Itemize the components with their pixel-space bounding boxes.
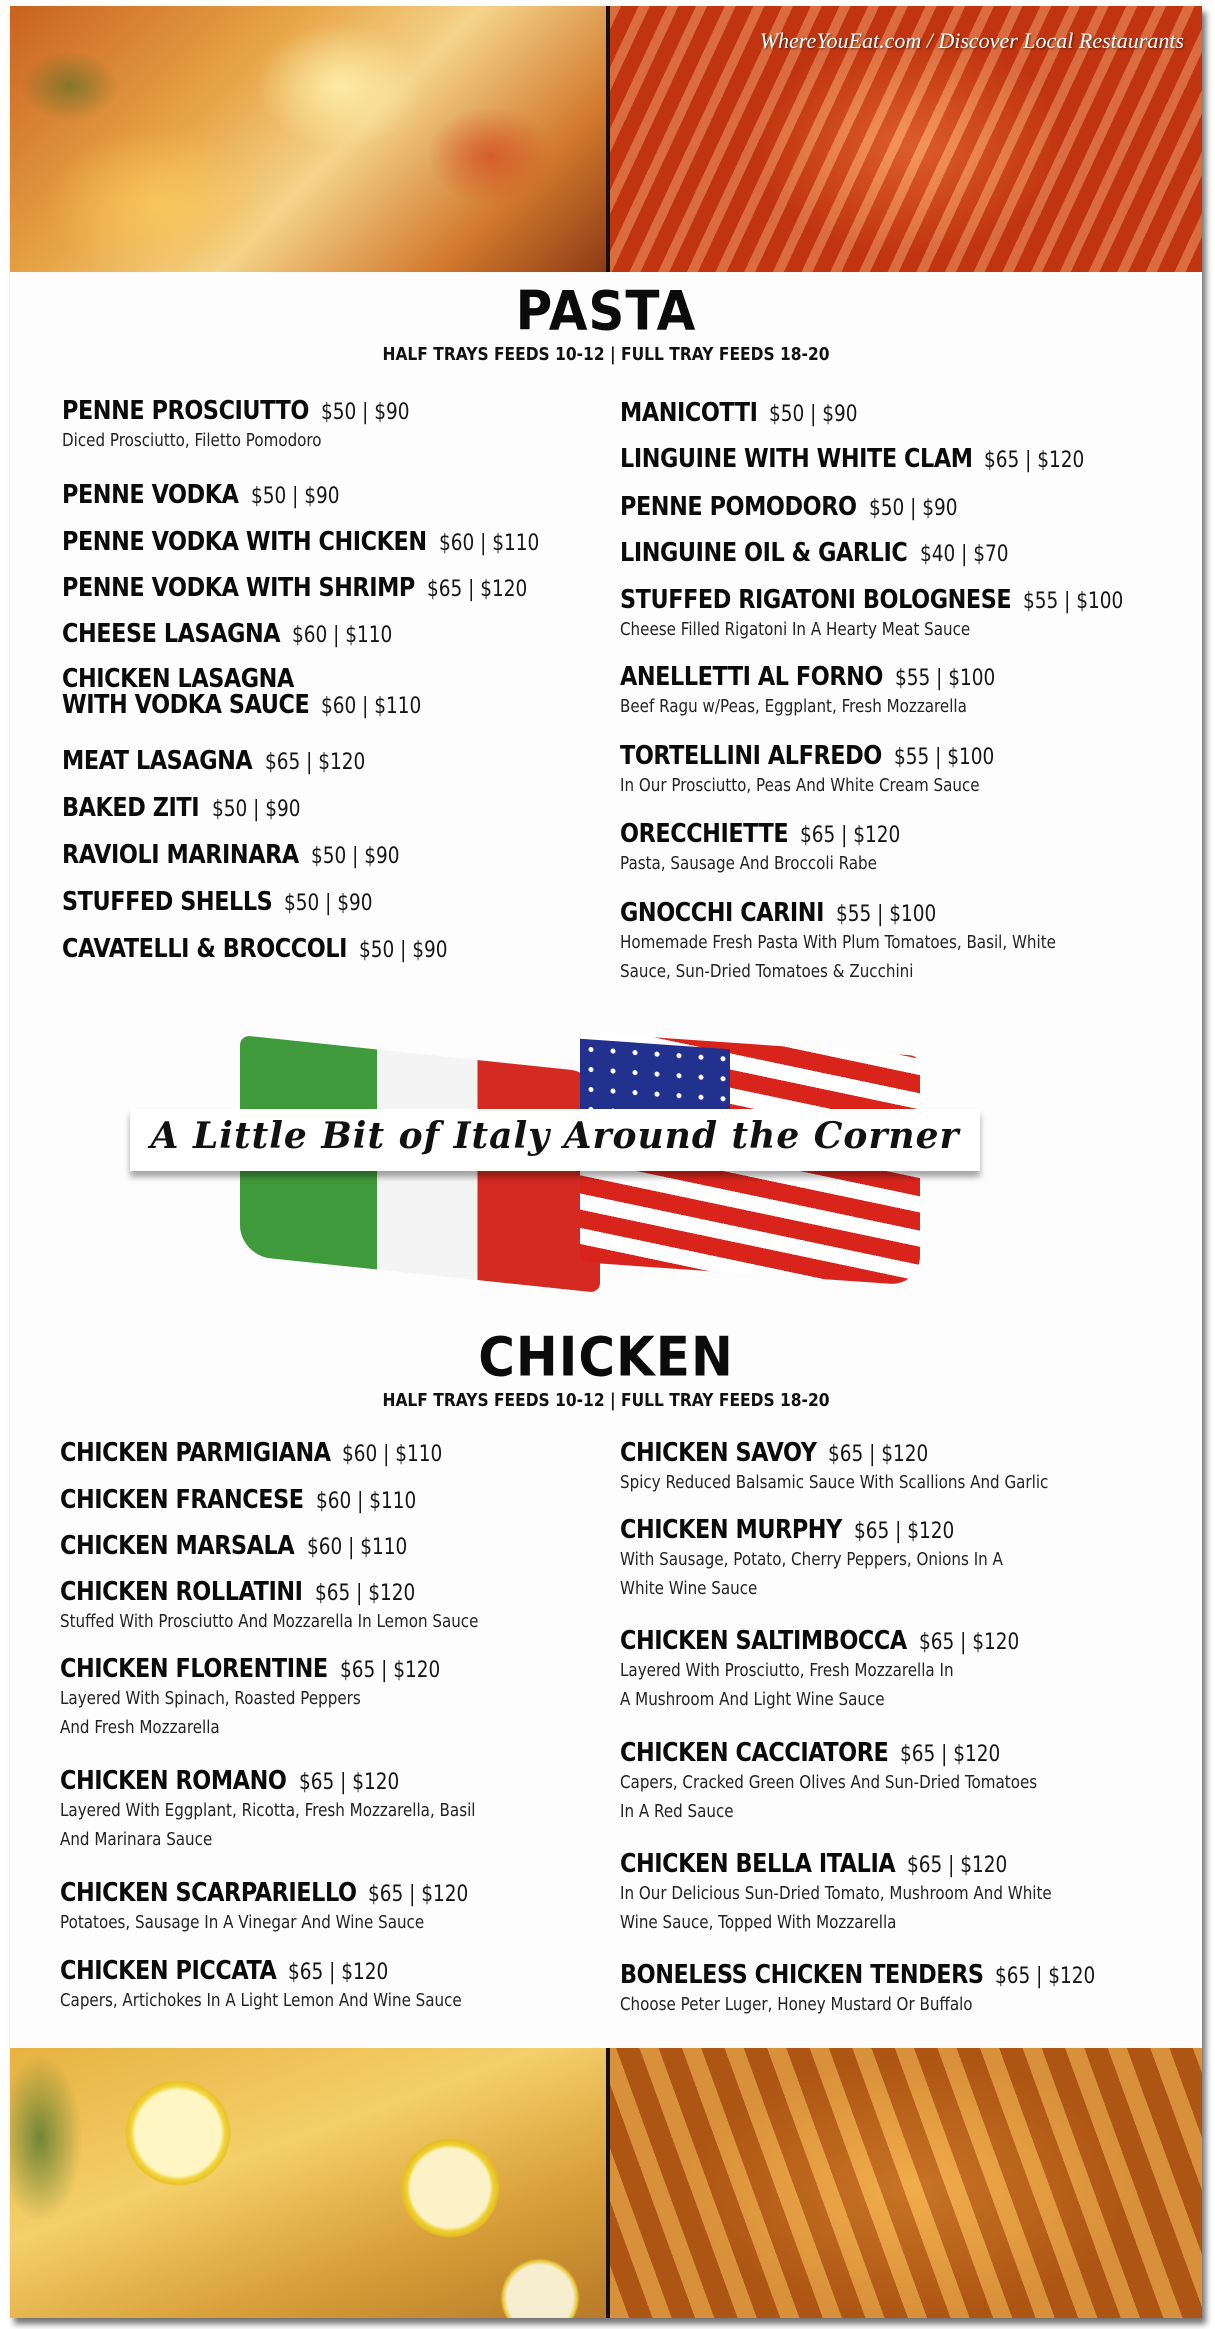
menu-item: [60, 1878, 494, 1937]
menu-item: [62, 793, 317, 823]
item-name: TORTELLINI ALFREDO: [620, 741, 882, 771]
menu-item: [620, 1626, 1039, 1714]
item-price: $50 | $90: [769, 402, 858, 427]
menu-item: [60, 1654, 459, 1742]
item-price: $65 | $120: [828, 1442, 929, 1467]
menu-item: [60, 1766, 555, 1854]
item-price: $50 | $90: [359, 938, 449, 963]
item-name: PENNE VODKA WITH CHICKEN: [62, 527, 427, 557]
item-name: CHICKEN FLORENTINE: [60, 1654, 328, 1684]
item-name: GNOCCHI CARINI: [620, 898, 824, 928]
menu-item: [620, 585, 1143, 644]
item-name: PENNE VODKA WITH SHRIMP: [62, 573, 415, 603]
item-name: CHICKEN FRANCESE: [60, 1485, 304, 1515]
menu-item: [620, 398, 875, 428]
item-description: And Fresh Mozzarella: [60, 1717, 220, 1738]
item-description: Spicy Reduced Balsamic Sauce With Scallions And Garlic: [620, 1472, 1049, 1493]
item-price: $60 | $110: [306, 1535, 407, 1560]
penne-vodka-photo: [610, 6, 1202, 272]
menu-item: [62, 664, 440, 720]
item-price: $65 | $120: [427, 577, 528, 602]
item-name: BONELESS CHICKEN TENDERS: [620, 1960, 984, 1990]
item-price: $50 | $90: [250, 484, 340, 509]
menu-item: [62, 840, 416, 870]
item-price: $50 | $90: [868, 496, 958, 521]
item-price: $65 | $120: [340, 1658, 441, 1683]
menu-item: [62, 527, 558, 557]
item-price: $65 | $120: [799, 823, 901, 848]
item-price: $50 | $90: [321, 400, 410, 425]
menu-item: [62, 480, 356, 510]
menu-item: [620, 538, 1025, 568]
item-description: Beef Ragu w/Peas, Eggplant, Fresh Mozzarella: [620, 696, 967, 717]
item-price: $50 | $90: [211, 797, 301, 822]
pasta-title: PASTA: [515, 279, 697, 343]
item-name: CHICKEN MARSALA: [60, 1531, 295, 1561]
item-description: Layered With Spinach, Roasted Peppers: [60, 1688, 361, 1709]
menu-item: [620, 1515, 1076, 1603]
item-name: CHICKEN CACCIATORE: [620, 1738, 889, 1768]
menu-item: [620, 1960, 1115, 2019]
menu-item: [62, 934, 465, 964]
menu-item: [62, 573, 547, 603]
item-price: $40 | $70: [919, 542, 1009, 567]
item-name: CHICKEN PICCATA: [60, 1956, 277, 1986]
item-description: Layered With Eggplant, Ricotta, Fresh Mozzarella, Basil: [60, 1800, 476, 1821]
item-name: LINGUINE WITH WHITE CLAM: [620, 444, 973, 474]
item-price: $60 | $110: [315, 1489, 417, 1514]
menu-page: [10, 6, 1202, 2318]
item-price: $60 | $110: [320, 694, 422, 719]
item-price: $65 | $120: [853, 1519, 955, 1544]
item-price: $65 | $120: [995, 1964, 1096, 1989]
menu-item: [620, 741, 1048, 800]
item-name: CHICKEN LASAGNA: [62, 664, 294, 694]
item-name: CHICKEN SALTIMBOCCA: [620, 1626, 907, 1656]
item-name: ANELLETTI AL FORNO: [620, 662, 884, 692]
item-name: CHICKEN ROMANO: [60, 1766, 287, 1796]
item-price: $60 | $110: [438, 531, 539, 556]
chicken-tenders-photo: [610, 2048, 1202, 2318]
item-description: A Mushroom And Light Wine Sauce: [620, 1689, 885, 1710]
menu-item: [62, 746, 384, 776]
item-price: $50 | $90: [311, 844, 400, 869]
item-name: CHEESE LASAGNA: [62, 619, 281, 649]
slogan-ribbon: [130, 1109, 980, 1171]
pasta-subtitle: HALF TRAYS FEEDS 10-12 | FULL TRAY FEEDS 18-20: [382, 344, 830, 365]
item-description: White Wine Sauce: [620, 1578, 758, 1599]
item-price: $55 | $100: [894, 745, 995, 770]
item-price: $65 | $120: [264, 750, 365, 775]
item-name: PENNE VODKA: [62, 480, 239, 510]
item-name: ORECCHIETTE: [620, 819, 789, 849]
menu-item: [620, 1738, 1117, 1826]
menu-item: [60, 1531, 426, 1561]
menu-item: [60, 1956, 538, 2015]
chicken-title: CHICKEN: [478, 1325, 734, 1389]
item-description: With Sausage, Potato, Cherry Peppers, Onions In A: [620, 1549, 1003, 1570]
menu-item: [620, 819, 926, 878]
item-name-cont: WITH VODKA SAUCE: [62, 690, 310, 720]
item-price: $65 | $120: [907, 1853, 1008, 1878]
watermark: WhereYouEat.com / Discover Local Restaurants: [759, 28, 1184, 53]
menu-item: [620, 898, 1139, 986]
item-price: $65 | $120: [919, 1630, 1020, 1655]
item-price: $65 | $120: [900, 1742, 1001, 1767]
item-description: Capers, Cracked Green Olives And Sun-Dried Tomatoes: [620, 1772, 1038, 1793]
photo-divider: [606, 6, 610, 272]
item-name: PENNE PROSCIUTTO: [62, 396, 309, 426]
item-price: $65 | $120: [288, 1960, 389, 1985]
item-name: STUFFED SHELLS: [62, 887, 273, 917]
item-name: LINGUINE OIL & GARLIC: [620, 538, 908, 568]
item-description: In Our Delicious Sun-Dried Tomato, Mushroom And White: [620, 1883, 1052, 1904]
menu-item: [60, 1438, 462, 1468]
item-description: In Our Prosciutto, Peas And White Cream Sauce: [620, 775, 980, 796]
menu-item: [60, 1485, 435, 1515]
item-description: Stuffed With Prosciutto And Mozzarella In Lemon Sauce: [60, 1611, 479, 1632]
menu-item: [620, 1438, 1130, 1497]
item-description: In A Red Sauce: [620, 1801, 734, 1822]
item-description: Wine Sauce, Topped With Mozzarella: [620, 1912, 897, 1933]
chicken-francese-lemon-photo: [10, 2048, 606, 2318]
menu-item: [60, 1577, 558, 1636]
item-description: Capers, Artichokes In A Light Lemon And Wine Sauce: [60, 1990, 462, 2011]
menu-item: [62, 619, 411, 649]
item-description: Cheese Filled Rigatoni In A Hearty Meat Sauce: [620, 619, 971, 640]
item-description: Layered With Prosciutto, Fresh Mozzarella In: [620, 1660, 954, 1681]
stuffed-shells-photo: [10, 6, 606, 272]
photo-divider-bottom: [606, 2048, 610, 2318]
item-price: $55 | $100: [894, 666, 996, 691]
item-name: RAVIOLI MARINARA: [62, 840, 299, 870]
item-price: $60 | $110: [291, 623, 393, 648]
item-price: $65 | $120: [298, 1770, 400, 1795]
item-name: MEAT LASAGNA: [62, 746, 253, 776]
item-name: CHICKEN PARMIGIANA: [60, 1438, 331, 1468]
item-name: CHICKEN BELLA ITALIA: [620, 1849, 896, 1879]
menu-item: [620, 444, 1104, 474]
item-name: CHICKEN ROLLATINI: [60, 1577, 303, 1607]
item-name: PENNE POMODORO: [620, 492, 857, 522]
item-description: Diced Prosciutto, Filetto Pomodoro: [62, 430, 322, 451]
item-description: Pasta, Sausage And Broccoli Rabe: [620, 853, 877, 874]
menu-item: [620, 492, 974, 522]
menu-item: [620, 662, 1033, 721]
slogan-text: A Little Bit of Italy Around the Corner: [150, 1115, 960, 1157]
item-description: Potatoes, Sausage In A Vinegar And Wine Sauce: [60, 1912, 425, 1933]
item-name: BAKED ZITI: [62, 793, 200, 823]
item-price: $50 | $90: [283, 891, 373, 916]
item-name: CHICKEN SAVOY: [620, 1438, 817, 1468]
item-description: Homemade Fresh Pasta With Plum Tomatoes, Basil, White: [620, 932, 1056, 953]
item-description: And Marinara Sauce: [60, 1829, 213, 1850]
item-description: Choose Peter Luger, Honey Mustard Or Buffalo: [620, 1994, 973, 2015]
item-description: Sauce, Sun-Dried Tomatoes & Zucchini: [620, 961, 914, 982]
item-price: $65 | $120: [984, 448, 1085, 473]
item-name: CHICKEN SCARPARIELLO: [60, 1878, 357, 1908]
item-name: STUFFED RIGATONI BOLOGNESE: [620, 585, 1012, 615]
menu-item: [62, 887, 389, 917]
item-name: CAVATELLI & BROCCOLI: [62, 934, 348, 964]
item-price: $65 | $120: [368, 1882, 469, 1907]
item-name: CHICKEN MURPHY: [620, 1515, 842, 1545]
item-name: MANICOTTI: [620, 398, 758, 428]
menu-item: [620, 1849, 1134, 1937]
menu-item: [62, 396, 426, 455]
item-price: $55 | $100: [1023, 589, 1124, 614]
item-price: $65 | $120: [314, 1581, 415, 1606]
item-price: $60 | $110: [342, 1442, 443, 1467]
item-price: $55 | $100: [836, 902, 937, 927]
chicken-subtitle: HALF TRAYS FEEDS 10-12 | FULL TRAY FEEDS 18-20: [382, 1390, 830, 1411]
flags-banner: [150, 1034, 970, 1304]
